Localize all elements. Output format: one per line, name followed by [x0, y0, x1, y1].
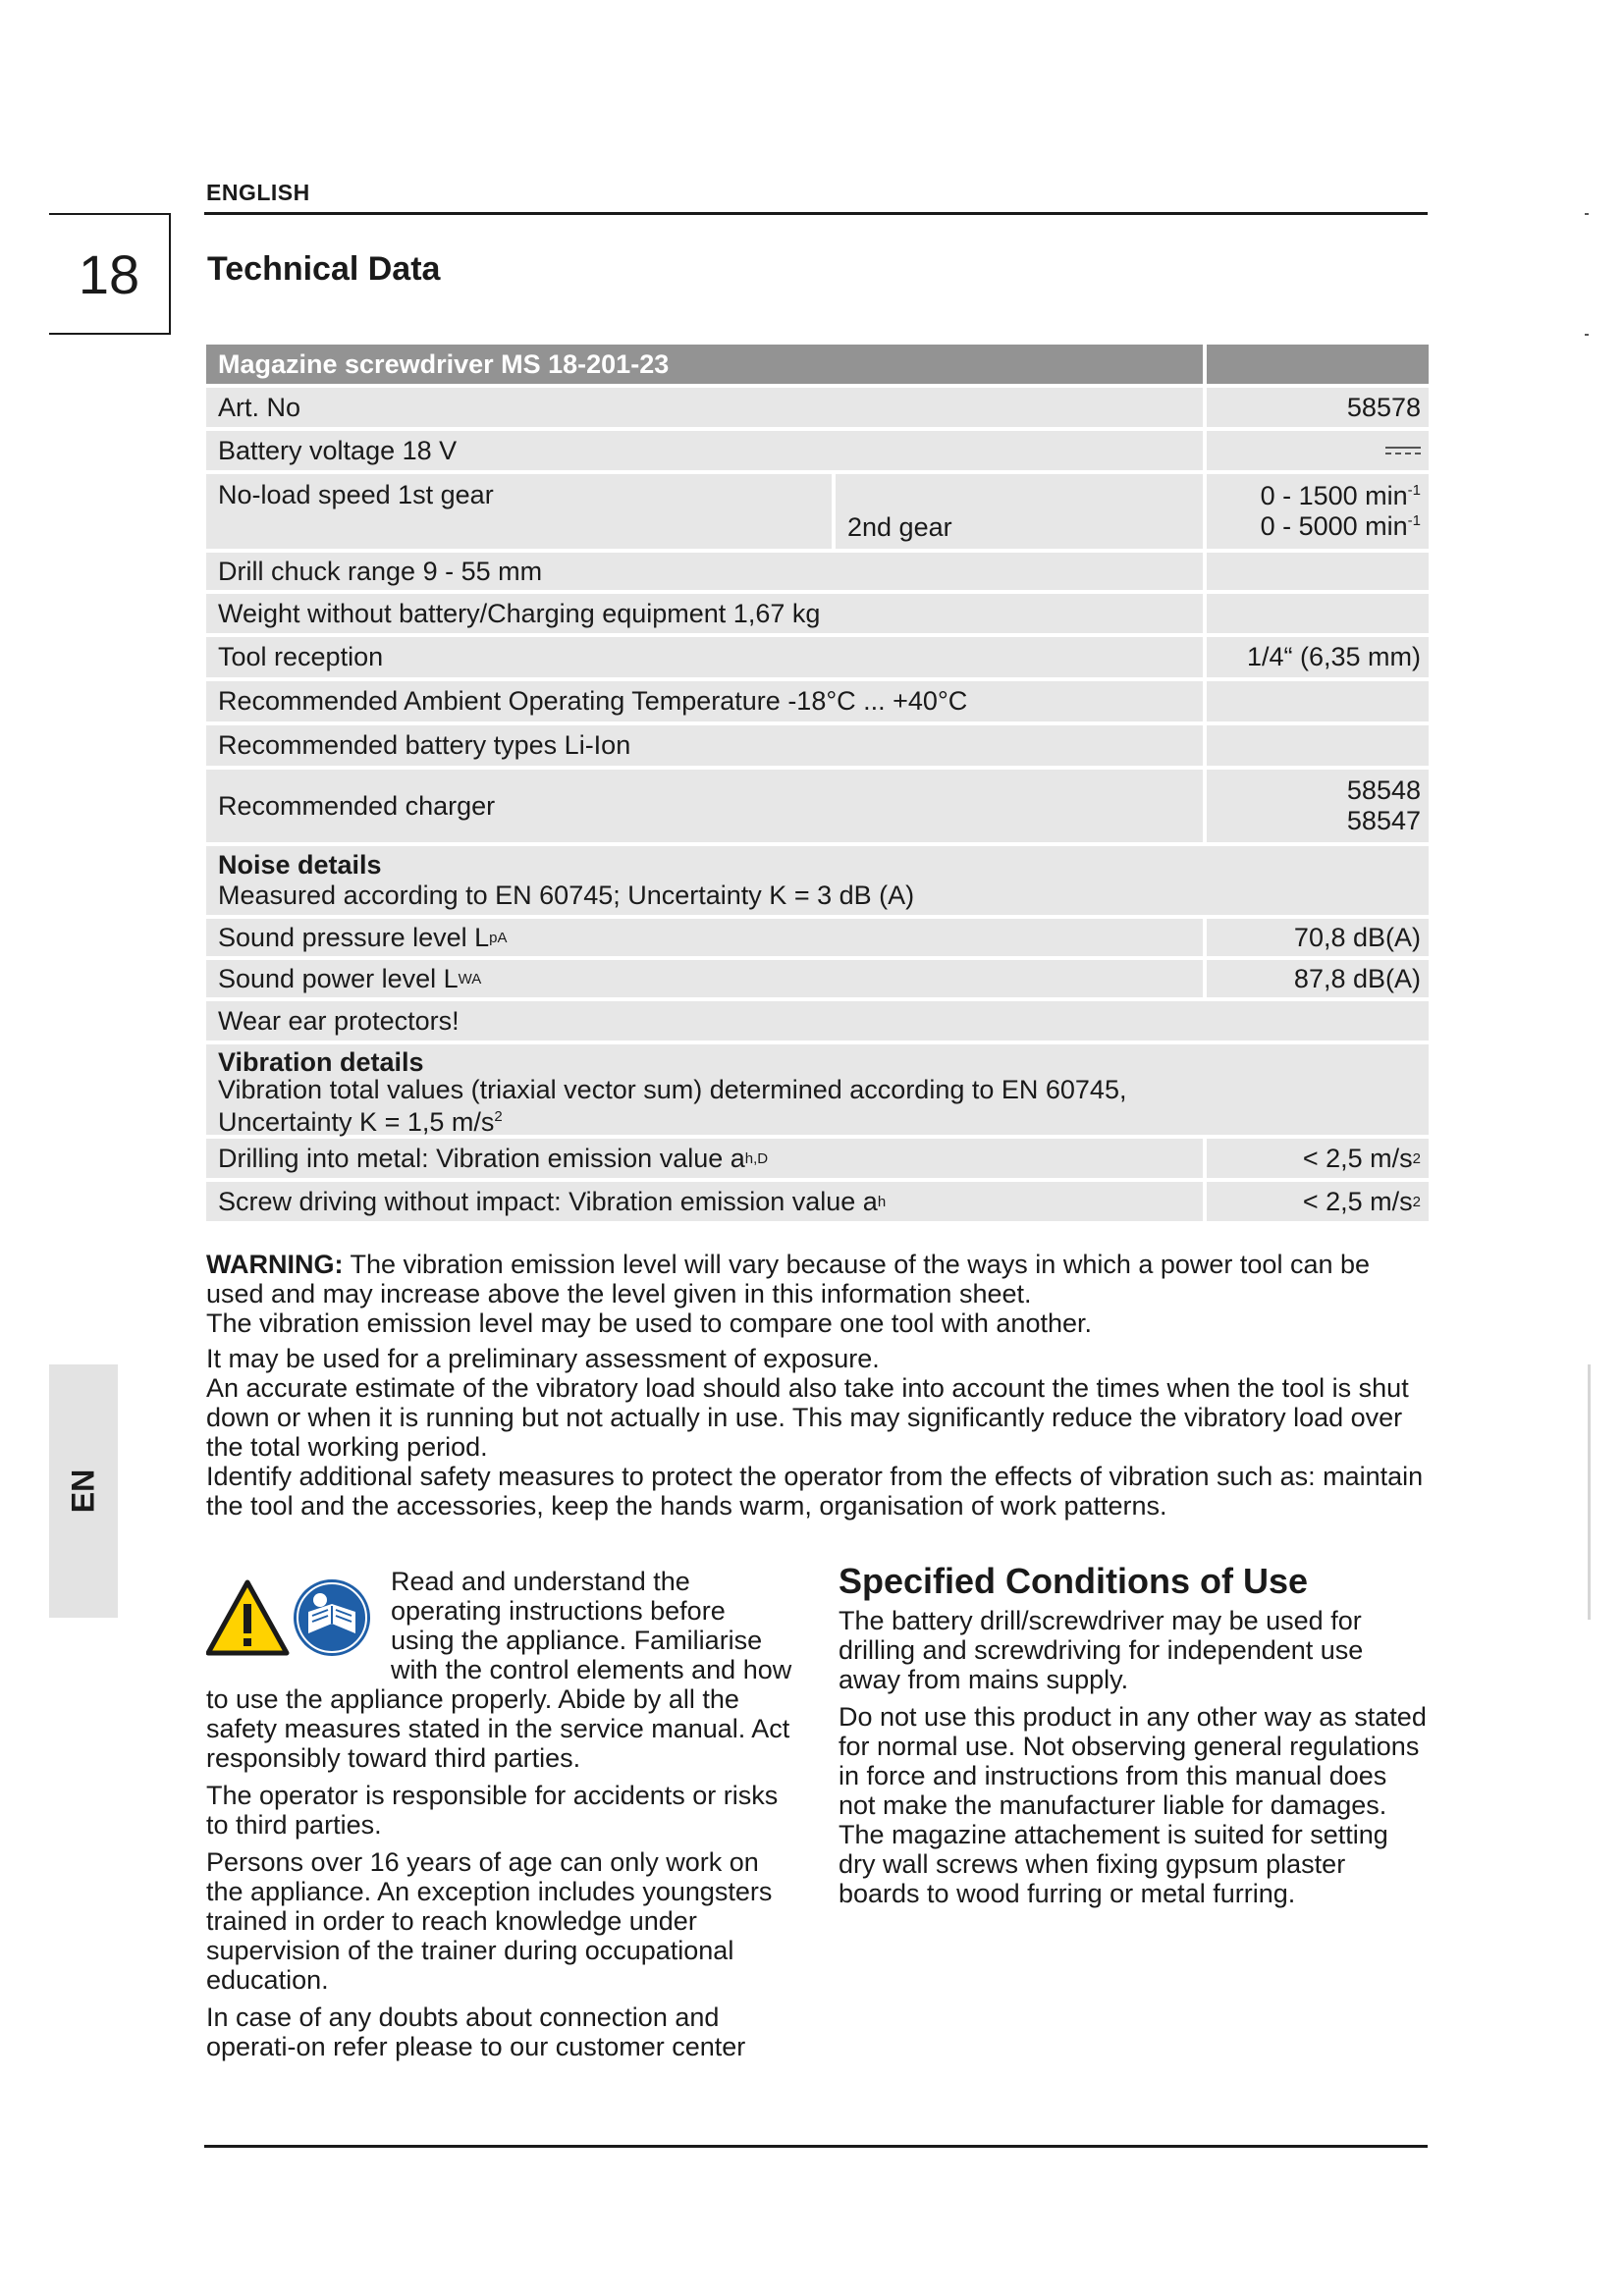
language-label: ENGLISH — [206, 180, 310, 205]
safety-paragraph: Persons over 16 years of age can only work on the appliance. An exception includes youngsters trained in order to reach knowledge under supervision of the trainer during occupational education. — [206, 1847, 773, 1995]
vibration-subtext: Vibration total values (triaxial vector sum) determined according to EN 60745, — [218, 1075, 1127, 1104]
vibration-heading: Vibration details — [218, 1047, 424, 1077]
top-divider — [204, 212, 1428, 215]
safety-icons — [206, 1576, 383, 1665]
speed-values — [1207, 474, 1429, 549]
empty-cell — [1207, 681, 1429, 721]
charger-value: 58548 — [1346, 775, 1421, 805]
pressure-label: Sound pressure level L pA — [206, 919, 1203, 956]
dc-symbol-icon — [1207, 431, 1429, 470]
table-row — [206, 637, 1429, 677]
reception-value: 1/4“ (6,35 mm) — [1207, 637, 1429, 677]
table-row — [206, 770, 1429, 842]
safety-paragraph: In case of any doubts about connection and operati-on refer please to our customer center — [206, 2002, 746, 2061]
charger-values — [1207, 770, 1429, 842]
drilling-value: < 2,5 m/s 2 — [1207, 1139, 1429, 1178]
technical-data-table — [206, 345, 1429, 1225]
noise-details — [206, 846, 1429, 915]
page-title: Technical Data — [207, 250, 441, 288]
conditions-paragraph: Do not use this product in any other way as stated for normal use. Not observing general regulations in force and instructions from this manual does not make the manufacturer liable for damages. — [839, 1702, 1427, 1820]
battery-types-label: Recommended battery types Li-Ion — [206, 725, 1203, 766]
language-tab: EN — [49, 1364, 118, 1618]
table-title: Magazine screwdriver MS 18-201-23 — [206, 345, 1203, 384]
table-row — [206, 1182, 1429, 1221]
empty-cell — [1207, 594, 1429, 633]
vibration-uncertainty: Uncertainty K = 1,5 $m/s^2$ — [218, 1107, 503, 1137]
bottom-divider — [204, 2145, 1428, 2148]
unit-exponent: -1 — [1407, 512, 1421, 529]
margin-tick — [1585, 213, 1589, 215]
empty-cell — [1207, 553, 1429, 590]
warning-paragraph: An accurate estimate of the vibratory load should also take into account the times when the tool is shut down or when it is running but not actually in use. This may significantly reduce the vibratory load over the total working period. — [206, 1373, 1409, 1462]
table-row — [206, 553, 1429, 590]
pressure-value: 70,8 dB(A) — [1207, 919, 1429, 956]
table-row — [206, 681, 1429, 721]
noise-subtext: Measured according to EN 60745; Uncertainty K = 3 dB (A) — [218, 881, 915, 910]
speed-gear2-label: 2nd gear — [836, 474, 1203, 549]
weight-label: Weight without battery/Charging equipment 1,67 kg — [206, 594, 1203, 633]
vibration-details — [206, 1044, 1429, 1135]
chuck-label: Drill chuck range 9 - 55 mm — [206, 553, 1203, 590]
reception-label: Tool reception — [206, 637, 1203, 677]
art-no-label: Art. No — [206, 388, 1203, 427]
table-row — [206, 594, 1429, 633]
table-row — [206, 846, 1429, 915]
warning-label: WARNING: — [206, 1250, 344, 1279]
table-row — [206, 1044, 1429, 1135]
table-row — [206, 960, 1429, 997]
section-heading: Specified Conditions of Use — [839, 1561, 1309, 1601]
speed-value-2: 0 - 5000 min — [1260, 511, 1408, 541]
power-label: Sound power level L WA — [206, 960, 1203, 997]
power-value: 87,8 dB(A) — [1207, 960, 1429, 997]
conditions-paragraph: The magazine attachement is suited for setting dry wall screws when fixing gypsum plaster boards to wood furring or metal furring. — [839, 1820, 1388, 1908]
margin-tick — [1585, 334, 1589, 336]
table-row — [206, 919, 1429, 956]
voltage-label: Battery voltage 18 V — [206, 431, 1203, 470]
read-manual-icon — [294, 1579, 370, 1656]
table-header-cell — [1207, 345, 1429, 384]
conditions-column — [839, 1561, 1428, 1916]
charger-label: Recommended charger — [206, 770, 1203, 842]
conditions-paragraph: The battery drill/screwdriver may be used for drilling and screwdriving for independent use away from mains supply. — [839, 1606, 1364, 1694]
warning-triangle-icon — [206, 1576, 383, 1661]
table-row — [206, 1001, 1429, 1041]
safety-column — [206, 1567, 795, 2069]
empty-cell — [1207, 725, 1429, 766]
warning-paragraph: It may be used for a preliminary assessment of exposure. — [206, 1344, 880, 1373]
safety-paragraph: Read and understand the operating instructions before using the appliance. Familiarise with the control elements and how to use the appliance properly. Abide by all the safety measures stated in the service manual. Act responsibly toward third parties. — [206, 1567, 792, 1773]
warning-paragraph: The vibration emission level may be used to compare one tool with another. — [206, 1308, 1092, 1338]
charger-value: 58547 — [1346, 806, 1421, 835]
drilling-label: Drilling into metal: Vibration emission value a h,D — [206, 1139, 1203, 1178]
speed-value-1: 0 - 1500 min — [1260, 481, 1408, 510]
noise-heading: Noise details — [218, 850, 382, 880]
speed-label: No-load speed 1st gear — [206, 474, 832, 549]
table-header-row — [206, 345, 1429, 384]
ear-protectors-note: Wear ear protectors! — [206, 1001, 1429, 1041]
art-no-value: 58578 — [1207, 388, 1429, 427]
screwing-label: Screw driving without impact: Vibration emission value a h — [206, 1182, 1203, 1221]
table-row — [206, 431, 1429, 470]
table-row — [206, 388, 1429, 427]
warning-paragraph: The vibration emission level will vary because of the ways in which a power tool can be used and may increase above the level given in this information sheet. — [206, 1250, 1371, 1308]
unit-exponent: -1 — [1407, 482, 1421, 499]
temperature-label: Recommended Ambient Operating Temperature -18°C ... +40°C — [206, 681, 1203, 721]
margin-bar — [1588, 1364, 1591, 1620]
table-row — [206, 725, 1429, 766]
page-number: 18 — [49, 213, 171, 335]
screwing-value: < 2,5 m/s 2 — [1207, 1182, 1429, 1221]
safety-paragraph: The operator is responsible for accidents or risks to third parties. — [206, 1781, 779, 1840]
table-row — [206, 1139, 1429, 1178]
table-row — [206, 474, 1429, 549]
warning-text — [206, 1250, 1434, 1526]
warning-paragraph: Identify additional safety measures to protect the operator from the effects of vibration such as: maintain the tool and the accessories, keep the hands warm, organisation of work patterns. — [206, 1462, 1424, 1521]
